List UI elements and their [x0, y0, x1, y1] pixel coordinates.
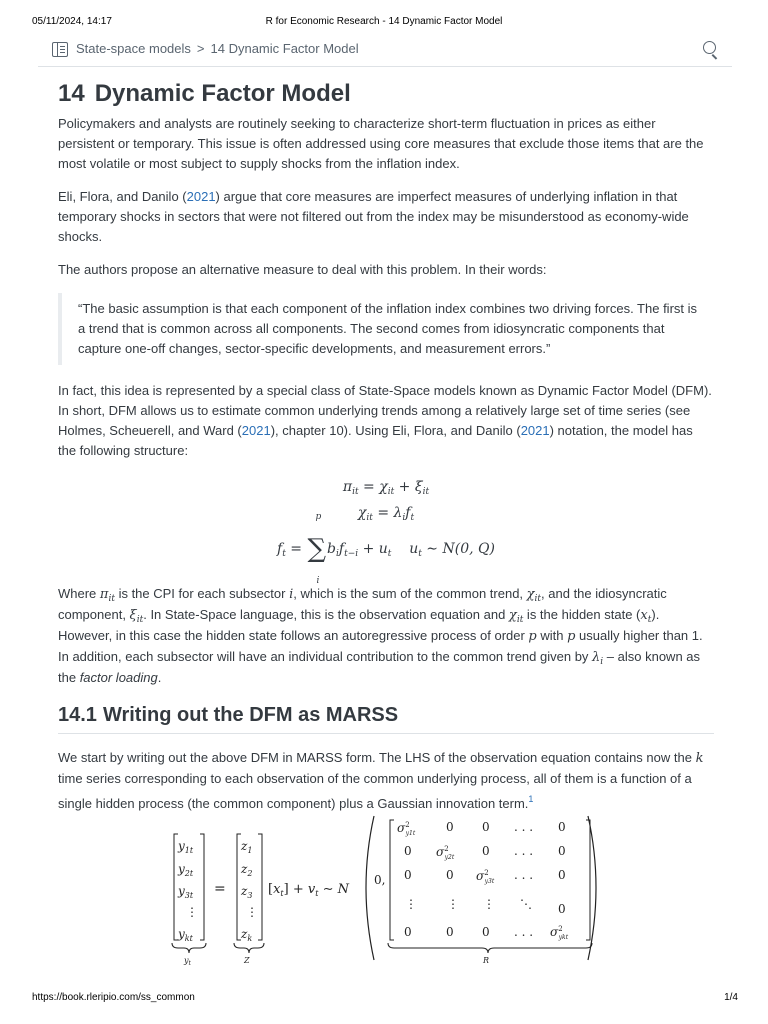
svg-text:0: 0: [446, 925, 454, 939]
svg-text:R: R: [483, 956, 490, 965]
svg-text:0: 0: [446, 820, 454, 834]
citation-link-eli-2021[interactable]: 2021: [186, 189, 216, 204]
print-footer: [0, 992, 768, 1006]
svg-text:0: 0: [558, 868, 566, 882]
breadcrumb-current[interactable]: 14 Dynamic Factor Model: [210, 41, 359, 56]
svg-text:⋱: ⋱: [520, 897, 532, 911]
p5-e: . In State-Space language, this is the observation equation and: [143, 607, 509, 622]
svg-text:. . .: . . .: [514, 820, 534, 834]
svg-text:0: 0: [446, 868, 454, 882]
svg-text:=: =: [214, 881, 226, 897]
p5-h: with: [536, 628, 568, 643]
breadcrumb-separator: >: [196, 41, 205, 56]
svg-text:⋮: ⋮: [405, 897, 417, 911]
paragraph-4-text-b: ), chapter 10). Using Eli, Flora, and Danilo (: [270, 423, 521, 438]
paragraph-3: The authors propose an alternative measure to deal with this problem. In their words:: [58, 262, 547, 277]
r-matrix: [388, 820, 592, 965]
paragraph-6: We start by writing out the above DFM in MARSS form. The LHS of the observation equation contains now the k time series corresponding to each observation of the common underlying process, all of them is a function of a single hidden process (the common component) plus a Gaussian innovation term.$^1$: [58, 750, 704, 811]
main-content: [58, 78, 714, 827]
svg-text:z3: $z_3$: [241, 884, 253, 900]
svg-text:. . .: . . .: [514, 844, 534, 858]
equation-observation: $\pi_{it} = \chi_{it} + \xi_{it}$: [342, 479, 430, 497]
section-number: 14.1: [58, 704, 97, 726]
equation-block: [58, 474, 714, 586]
p5-c: , which is the sum of the common trend,: [293, 586, 527, 601]
svg-text:y1t: $y_{1t}$: [178, 839, 194, 855]
svg-text:z2: $z_2$: [241, 862, 253, 878]
p5-d: , and the idiosyncratic component,: [58, 586, 667, 622]
paragraph-2-text-a: Eli, Flora, and Danilo (: [58, 189, 187, 204]
svg-text:0: 0: [558, 902, 566, 916]
factor-loading-term: factor loading: [79, 670, 158, 685]
svg-text:0: 0: [558, 820, 566, 834]
svg-text:⋮: ⋮: [447, 897, 459, 911]
svg-text:0: 0: [482, 844, 490, 858]
paragraph-4-text-c: ) notation, the model has the following structure:: [58, 423, 693, 458]
svg-text:0: 0: [482, 820, 490, 834]
svg-text:0,: 0,: [374, 873, 386, 887]
svg-text:0: 0: [558, 844, 566, 858]
svg-text:. . .: . . .: [514, 868, 534, 882]
svg-text:σ2y3t: $\sigma^2$ y3t: [476, 869, 495, 885]
chapter-number: 14: [58, 80, 85, 107]
p6-a: We start by writing out the above DFM in MARSS form. The LHS of the observation equation contains now the: [58, 750, 696, 765]
svg-text:z1: $z_1$: [241, 839, 253, 855]
p5-i: usually higher than 1. In addition, each subsector will have an individual contribution to the common trend given by: [58, 628, 703, 664]
print-date: 05/11/2024, 14:17: [32, 16, 112, 27]
svg-text:σ2y1t: $\sigma^2$ y1t: [397, 821, 416, 837]
section-title-text: Writing out the DFM as MARSS: [102, 704, 399, 726]
svg-text:0: 0: [482, 925, 490, 939]
citation-link-holmes-2021[interactable]: 2021: [241, 423, 271, 438]
search-icon[interactable]: [703, 41, 716, 54]
svg-text:⋮: ⋮: [483, 897, 495, 911]
svg-text:0: 0: [404, 844, 412, 858]
print-header: [0, 12, 768, 28]
citation-link-eli-2021-b[interactable]: 2021: [520, 423, 550, 438]
print-title: R for Economic Research - 14 Dynamic Factor Model: [265, 16, 503, 27]
p5-j: – also known as the: [58, 649, 701, 685]
svg-text:0: 0: [404, 868, 412, 882]
paragraph-2: [58, 187, 714, 247]
footnote-link-1[interactable]: 1: [528, 794, 534, 804]
svg-text:. . .: . . .: [514, 925, 534, 939]
svg-text:σ2ykt: $\sigma^2$ ykt: [550, 925, 569, 941]
svg-text:Z: Z: [244, 956, 250, 965]
paragraph-1: Policymakers and analysts are routinely seeking to characterize short-term fluctuation in prices as either persistent or temporary. This issue is often addressed using core measures that exclude those items that are the most volatile or most subject to supply shocks from the inflation index.: [58, 116, 704, 171]
svg-text:⋮: ⋮: [246, 905, 258, 919]
chapter-title: [58, 78, 714, 110]
breadcrumb-parent[interactable]: State-space models: [76, 41, 191, 56]
svg-text:ykt: $y_{kt}$: [178, 927, 193, 943]
section-title: [58, 701, 714, 734]
svg-text:y3t: $y_{3t}$: [178, 884, 194, 900]
paragraph-2-text-b: ) argue that core measures are imperfect measures of underlying inflation in that temporary shocks in sectors that were not filtered out from the index may be misunderstood as economy-wide shocks.: [58, 189, 689, 244]
p5-k: .: [157, 670, 162, 685]
paragraph-4: [58, 381, 714, 461]
svg-text:zk: $z_k$: [241, 927, 253, 943]
p5-b: is the CPI for each subsector: [114, 586, 290, 601]
chapter-title-text: Dynamic Factor Model: [94, 80, 351, 107]
paragraph-4-text-a: In fact, this idea is represented by a special class of State-Space models known as Dynamic Factor Model (DFM). In short, DFM allows us to estimate common underlying trends among a relatively large set of time series (see Holmes, Scheuerell, and Ward (: [58, 383, 712, 438]
z-vector: [234, 834, 264, 965]
svg-text:[xt] + vt ∼ N: $[x_t] + v_t$ ∼ N: [268, 882, 349, 898]
svg-text:⋮: ⋮: [186, 905, 198, 919]
top-bar: [38, 38, 732, 67]
p6-b: time series corresponding to each observation of the common underlying process, all of them is a function of a single hidden process (the common component) plus a Gaussian innovation term.: [58, 771, 692, 811]
marss-matrix-equation: [162, 812, 602, 967]
y-vector: [172, 834, 206, 967]
quote-block: “The basic assumption is that each component of the inflation index combines two driving forces. The first is a trend that is common across all components. The second comes from idiosyncratic components that capture one-off changes, sector-specific developments, and measurement errors.”: [58, 293, 714, 365]
equation-factor-process: $f_t$ = ∑ p i $b_if_{t-i} + u_t$ $u_t$ ∼ N(0, Q): [277, 512, 495, 586]
sidebar-toggle-icon[interactable]: [52, 42, 68, 57]
p5-f: is the hidden state (: [523, 607, 641, 622]
print-page-number: 1/4: [724, 992, 738, 1003]
paragraph-5: Where $\pi_{it}$ is the CPI for each subsector i, which is the sum of the common trend, $\chi_{it}$, and the idiosyncratic component, $\xi_{it}$. In State-Space language, this is the observation equation and $\chi_{it}$ is the hidden state $(x_t)$. However, in this case the hidden state follows an autoregressive process of order p with p usually higher than 1. In addition, each subsector will have an individual contribution to the common trend given by $\lambda_i$ – also known as the factor loading.: [58, 586, 703, 685]
equation-common-component: $\chi_{it} = \lambda_if_t$: [357, 505, 415, 523]
svg-text:0: 0: [404, 925, 412, 939]
svg-text:y2t: $y_{2t}$: [178, 862, 194, 878]
svg-text:yt: $y_t$: [184, 956, 191, 967]
breadcrumb: [76, 41, 359, 56]
svg-text:σ2y2t: $\sigma^2$ y2t: [436, 845, 455, 861]
p5-a: Where: [58, 586, 100, 601]
print-url[interactable]: https://book.rleripio.com/ss_common: [32, 992, 195, 1003]
p5-g: ). However, in this case the hidden state follows an autoregressive process of order: [58, 607, 660, 643]
